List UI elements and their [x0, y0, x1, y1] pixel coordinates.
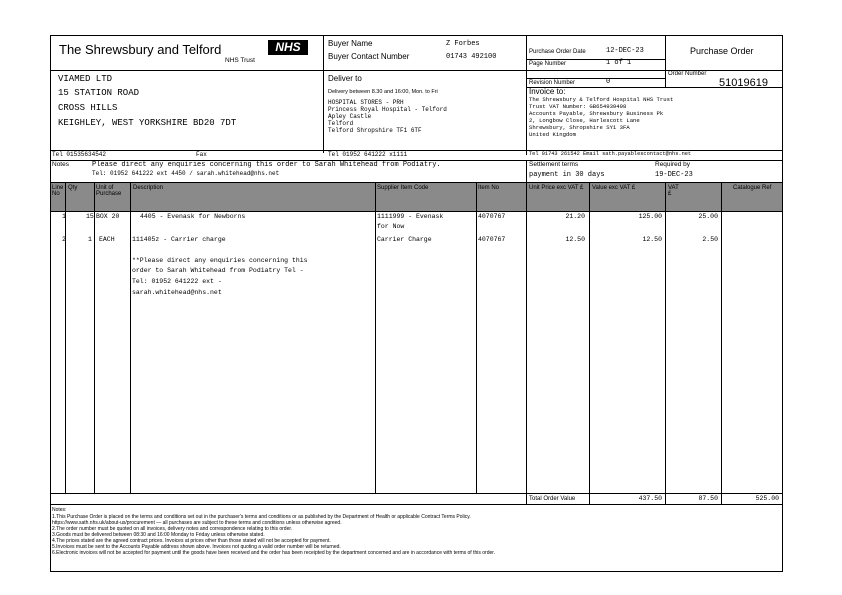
column-header-bottom	[50, 211, 783, 212]
row2-unit-price: 12.50	[565, 236, 585, 243]
row2-line: 2	[62, 236, 66, 243]
po-date-rule	[526, 59, 665, 60]
col-value-exc-vat: Value exc VAT £	[592, 185, 636, 191]
required-by-label: Required by	[655, 161, 691, 168]
page-number-value: 1 of 1	[606, 59, 632, 67]
total-order-value: 437.50	[638, 495, 662, 502]
footer-note-3: 3.Goods must be delivered between 08:30 and 16:00 Monday to Friday unless otherwise stated.	[52, 532, 265, 538]
total-order-vat: 87.50	[698, 495, 718, 502]
invoice-to-label: Invoice to:	[529, 87, 566, 96]
row1-supplier-item-2: for Now	[377, 223, 405, 230]
buyer-name-label: Buyer Name	[328, 39, 373, 48]
footer-note-1: 1.This Purchase Order is placed on the terms and conditions set out in the purchaser's terms and conditions or as published by the Department of Health or applicable Contract Terms Policy.	[52, 514, 471, 520]
notes-line-2: Tel: 01952 641222 ext 4450 / sarah.whitehead@nhs.net	[92, 170, 280, 177]
deliver-hours: Delivery between 8.30 and 16:00, Mon. to Fri	[328, 89, 438, 95]
row2-vat: 2.50	[702, 236, 718, 243]
col-rule-9	[721, 182, 722, 504]
deliver-line-1: HOSPITAL STORES - PRH	[328, 99, 404, 106]
row1-value: 125.00	[638, 213, 662, 220]
po-number-value: 51019619	[719, 77, 768, 89]
col-description: Description	[133, 185, 164, 191]
totals-bottom-rule	[50, 504, 783, 505]
buyer-contact-value: 01743 492100	[446, 53, 497, 61]
invoice-line-3: Accounts Payable, Shrewsbury Business Pk	[529, 110, 664, 117]
invoice-line-6: United Kingdom	[529, 131, 576, 138]
org-subname: NHS Trust	[225, 57, 255, 64]
col-rule-4	[375, 182, 376, 493]
supplier-fax: Fax	[196, 151, 207, 158]
col-item-no: Item No	[478, 185, 500, 191]
free-text-line-2: order to Sarah Whitehead from Podiatry Tel -	[132, 267, 304, 274]
po-title: Purchase Order	[690, 46, 754, 56]
col-rule-2	[94, 182, 95, 493]
col-uom: Unit of Purchase	[96, 185, 122, 197]
invoice-line-4: 2, Longbow Close, Harlescott Lane	[529, 117, 640, 124]
col-rule-1	[65, 182, 66, 493]
col-rule-5	[476, 182, 477, 493]
row2-uom: EACH	[99, 236, 115, 243]
notes-line-1: Please direct any enquiries concerning this order to Sarah Whitehead from Podiatry.	[92, 161, 441, 169]
free-text-line-4: sarah.whitehead@nhs.net	[132, 289, 222, 296]
total-order-gross: 525.00	[755, 495, 779, 502]
supplier-tel: Tel 01535634542	[52, 151, 107, 158]
row2-qty: 1	[88, 236, 92, 243]
po-frame	[50, 35, 783, 572]
total-order-label: Total Order Value	[529, 496, 576, 502]
col-qty: Qty	[68, 185, 78, 191]
invoice-tel: Tel 01743 261542 Email sath.payablescontact@nhs.net	[529, 151, 692, 157]
col-supplier-item: Supplier Item Code	[377, 185, 429, 191]
buyer-name-value: Z Forbes	[446, 40, 480, 48]
supplier-line-3: CROSS HILLS	[58, 103, 118, 113]
deliver-to-label: Deliver to	[328, 74, 362, 83]
col-rule-3	[130, 182, 131, 493]
totals-top-rule	[50, 493, 783, 494]
header-divider-1	[323, 35, 324, 153]
supplier-line-4: KEIGHLEY, WEST YORKSHIRE BD20 7DT	[58, 118, 237, 128]
header-divider-2	[526, 35, 527, 155]
col-line-no: Line No	[52, 185, 64, 197]
deliver-line-3: Apley Castle	[328, 113, 372, 120]
row2-description: 111405z - Carrier charge	[132, 236, 226, 243]
supplier-line-1: VIAMED LTD	[58, 74, 113, 84]
row1-qty: 15	[86, 213, 94, 220]
settlement-label: Settlement terms	[529, 161, 579, 168]
deliver-line-2: Princess Royal Hospital - Telford	[328, 106, 447, 113]
row1-line: 1	[62, 213, 66, 220]
col-catalogue-ref: Catalogue Ref	[733, 185, 772, 191]
row2-supplier-item: Carrier Charge	[377, 236, 432, 243]
nhs-logo	[268, 40, 308, 55]
col-vat: VAT £	[668, 185, 679, 197]
deliver-line-4: Telford	[328, 120, 354, 127]
org-name: The Shrewsbury and Telford	[59, 42, 222, 57]
col-rule-7	[589, 182, 590, 504]
settlement-value: payment in 30 days	[529, 171, 605, 179]
footer-note-5: 5.Invoices must be sent to the Accounts Payable address shown above. Invoices not quoting a valid order number will be returned.	[52, 544, 341, 550]
po-number-label: Order Number	[668, 71, 707, 77]
revision-number-label: Revision Number	[529, 80, 576, 86]
invoice-line-1: The Shrewsbury & Telford Hospital NHS Trust	[529, 96, 674, 103]
deliver-tel: Tel 01952 641222 x1111	[328, 151, 408, 158]
revision-number-value: 0	[606, 78, 611, 86]
invoice-line-5: Shrewsbury, Shropshire SY1 3FA	[529, 124, 630, 131]
free-text-line-1: **Please direct any enquiries concerning this	[132, 257, 308, 264]
footer-note-6: 6.Electronic invoices will not be accepted for payment until the goods have been received and the order has been receipted by the department concerned and are in accordance with terms of this order.	[52, 550, 496, 556]
po-date-label: Purchase Order Date	[529, 49, 586, 55]
row1-vat: 25.00	[698, 213, 718, 220]
footer-note-1b: https://www.sath.nhs.uk/about-us/procurement — all purchases are subject to these terms and conditions unless otherwise agreed.	[52, 520, 342, 526]
row1-item-no: 4070767	[478, 213, 506, 220]
row1-description: 4405 - Evenask for Newborns	[140, 213, 246, 220]
nhs-logo-text: NHS	[275, 40, 301, 54]
row1-uom: BOX 20	[96, 213, 120, 220]
footer-notes-label: Notes:	[52, 507, 67, 513]
col-unit-price: Unit Price exc VAT £	[529, 185, 584, 191]
deliver-line-5: Telford Shropshire TF1 6TF	[328, 127, 422, 134]
col-rule-6	[526, 182, 527, 504]
buyer-contact-label: Buyer Contact Number	[328, 52, 410, 61]
col-rule-8	[665, 182, 666, 504]
supplier-line-2: 15 STATION ROAD	[58, 88, 140, 98]
row2-item-no: 4070767	[478, 236, 506, 243]
required-by-value: 19-DEC-23	[655, 171, 693, 179]
invoice-line-2: Trust VAT Number: GB654939498	[529, 103, 627, 110]
row2-value: 12.50	[642, 236, 662, 243]
po-date-value: 12-DEC-23	[606, 47, 644, 55]
row1-supplier-item-1: 1111999 - Evenask	[377, 213, 444, 220]
page-number-label: Page Number	[529, 61, 567, 67]
row1-unit-price: 21.20	[565, 213, 585, 220]
free-text-line-3: Tel: 01952 641222 ext -	[132, 278, 222, 285]
notes-label: Notes	[52, 161, 69, 168]
page-number-rule	[526, 78, 665, 79]
footer-note-4: 4.The prices stated are the agreed contract prices. Invoices at prices other than those stated will not be accepted for payment.	[52, 538, 331, 544]
header-divider-3	[665, 35, 666, 87]
notes-divider	[526, 160, 527, 182]
footer-note-2: 2.The order number must be quoted on all invoices, delivery notes and correspondence relating to this order.	[52, 526, 293, 532]
